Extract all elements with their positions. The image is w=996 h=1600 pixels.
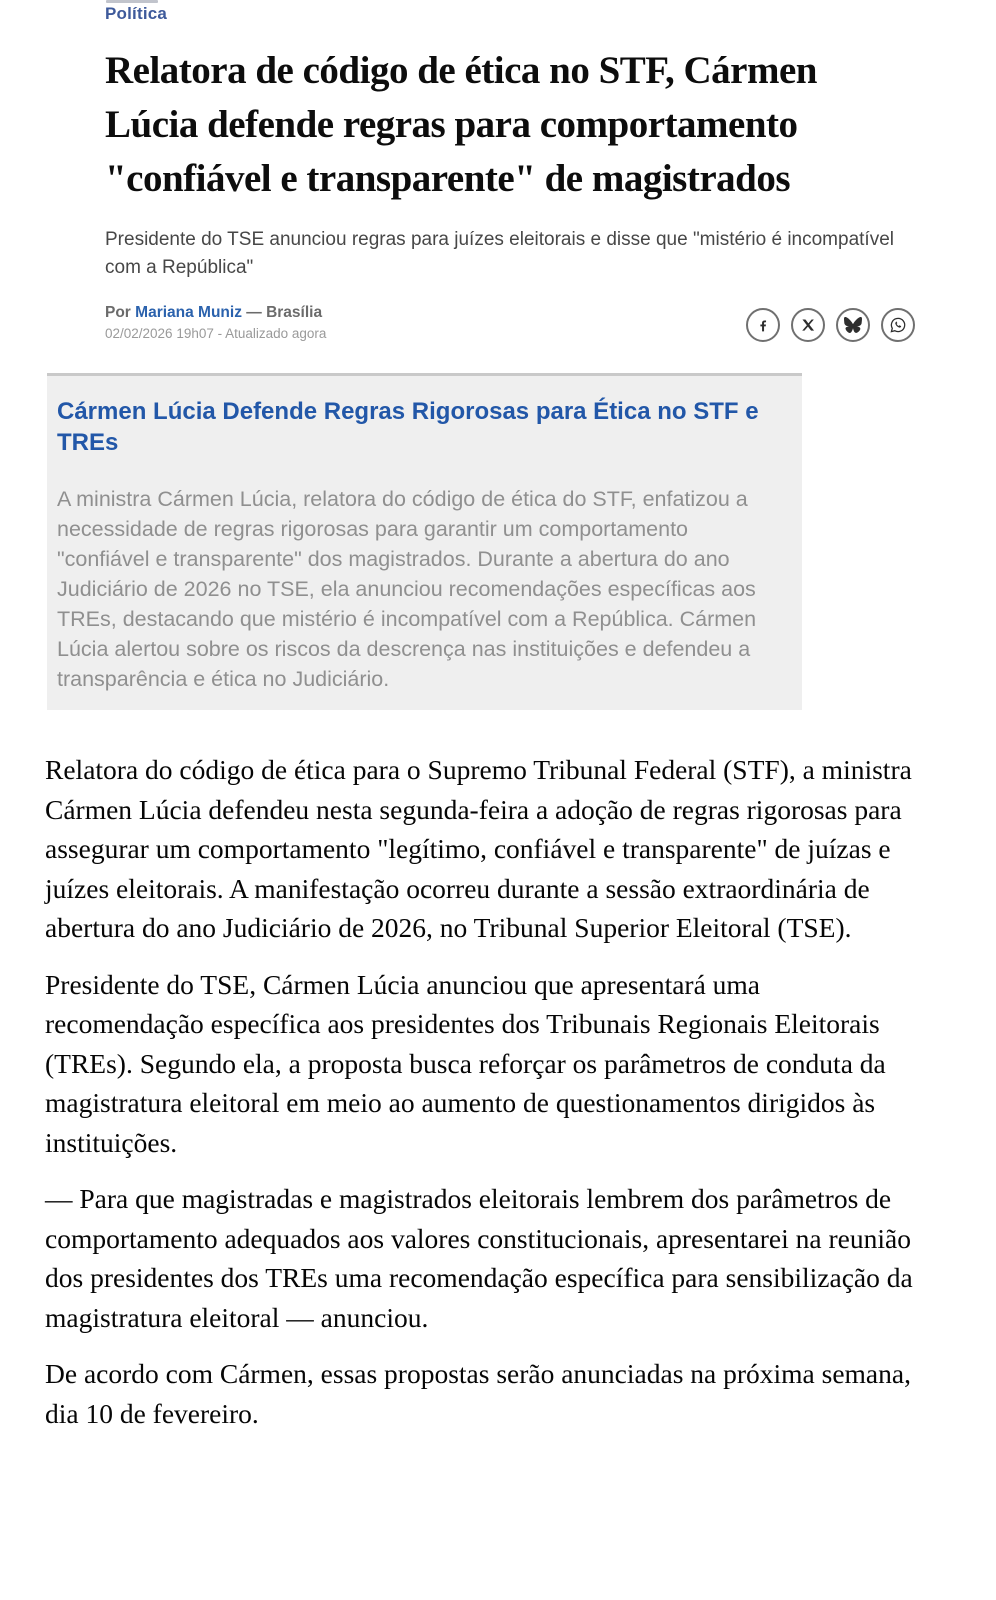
summary-title: Cármen Lúcia Defende Regras Rigorosas para Ética no STF e TREs xyxy=(57,398,759,456)
bluesky-icon xyxy=(844,316,862,334)
clipped-element-fragment xyxy=(106,0,158,3)
body-paragraph: De acordo com Cármen, essas propostas serão anunciadas na próxima semana, dia 10 de fevereiro. xyxy=(45,1358,911,1429)
whatsapp-icon xyxy=(889,316,907,334)
facebook-icon xyxy=(754,316,772,334)
body-paragraph: Relatora do código de ética para o Supremo Tribunal Federal (STF), a ministra Cármen Lúcia defendeu nesta segunda-feira a adoção de regras rigorosas para assegurar um comportamento "legítimo, confiável e transparente" de juízas e juízes eleitorais. A manifestação ocorreu durante a sessão extraordinária de abertura do ano Judiciário de 2026, no Tribunal Superior Eleitoral (TSE). xyxy=(45,754,912,943)
category-link-politica[interactable]: Política xyxy=(105,4,168,23)
byline-location: — Brasília xyxy=(241,304,323,321)
summary-text: A ministra Cármen Lúcia, relatora do código de ética do STF, enfatizou a necessidade de regras rigorosas para garantir um comportamento "confiável e transparente" dos magistrados. Durante a abertura do ano Judiciário de 2026 no TSE, ela anunciou recomendações específicas aos TREs, destacando que mistério é incompatível com a República. Cármen Lúcia alertou sobre os riscos da descrença nas instituições e defendeu a transparência e ética no Judiciário. xyxy=(57,487,757,691)
bluesky-share-button[interactable] xyxy=(836,308,870,342)
x-twitter-share-button[interactable] xyxy=(791,308,825,342)
author-link[interactable]: Mariana Muniz xyxy=(135,304,242,321)
facebook-share-button[interactable] xyxy=(746,308,780,342)
byline-prefix: Por xyxy=(105,304,136,321)
body-paragraph: Presidente do TSE, Cármen Lúcia anunciou que apresentará uma recomendação específica aos presidentes dos Tribunais Regionais Eleitorais (TREs). Segundo ela, a proposta busca reforçar os parâmetros de conduta da magistratura eleitoral em meio ao aumento de questionamentos dirigidos às instituições. xyxy=(45,968,886,1158)
ai-summary-box xyxy=(47,373,802,710)
byline xyxy=(105,304,322,322)
article-subtitle: Presidente do TSE anunciou regras para juízes eleitorais e disse que "mistério é incompatível com a República" xyxy=(105,229,894,278)
article-headline: Relatora de código de ética no STF, Cármen Lúcia defende regras para comportamento "confiável e transparente" de magistrados xyxy=(105,49,817,200)
body-paragraph-quote: — Para que magistradas e magistrados eleitorais lembrem dos parâmetros de comportamento adequados aos valores constitucionais, apresentarei na reunião dos presidentes dos TREs uma recomendação específica para sensibilização da magistratura eleitoral — anunciou. xyxy=(45,1183,913,1333)
x-twitter-icon xyxy=(799,316,817,334)
whatsapp-share-button[interactable] xyxy=(881,308,915,342)
share-buttons xyxy=(746,308,915,342)
publish-timestamp: 02/02/2026 19h07 - Atualizado agora xyxy=(105,326,327,341)
article-body xyxy=(45,750,917,1450)
